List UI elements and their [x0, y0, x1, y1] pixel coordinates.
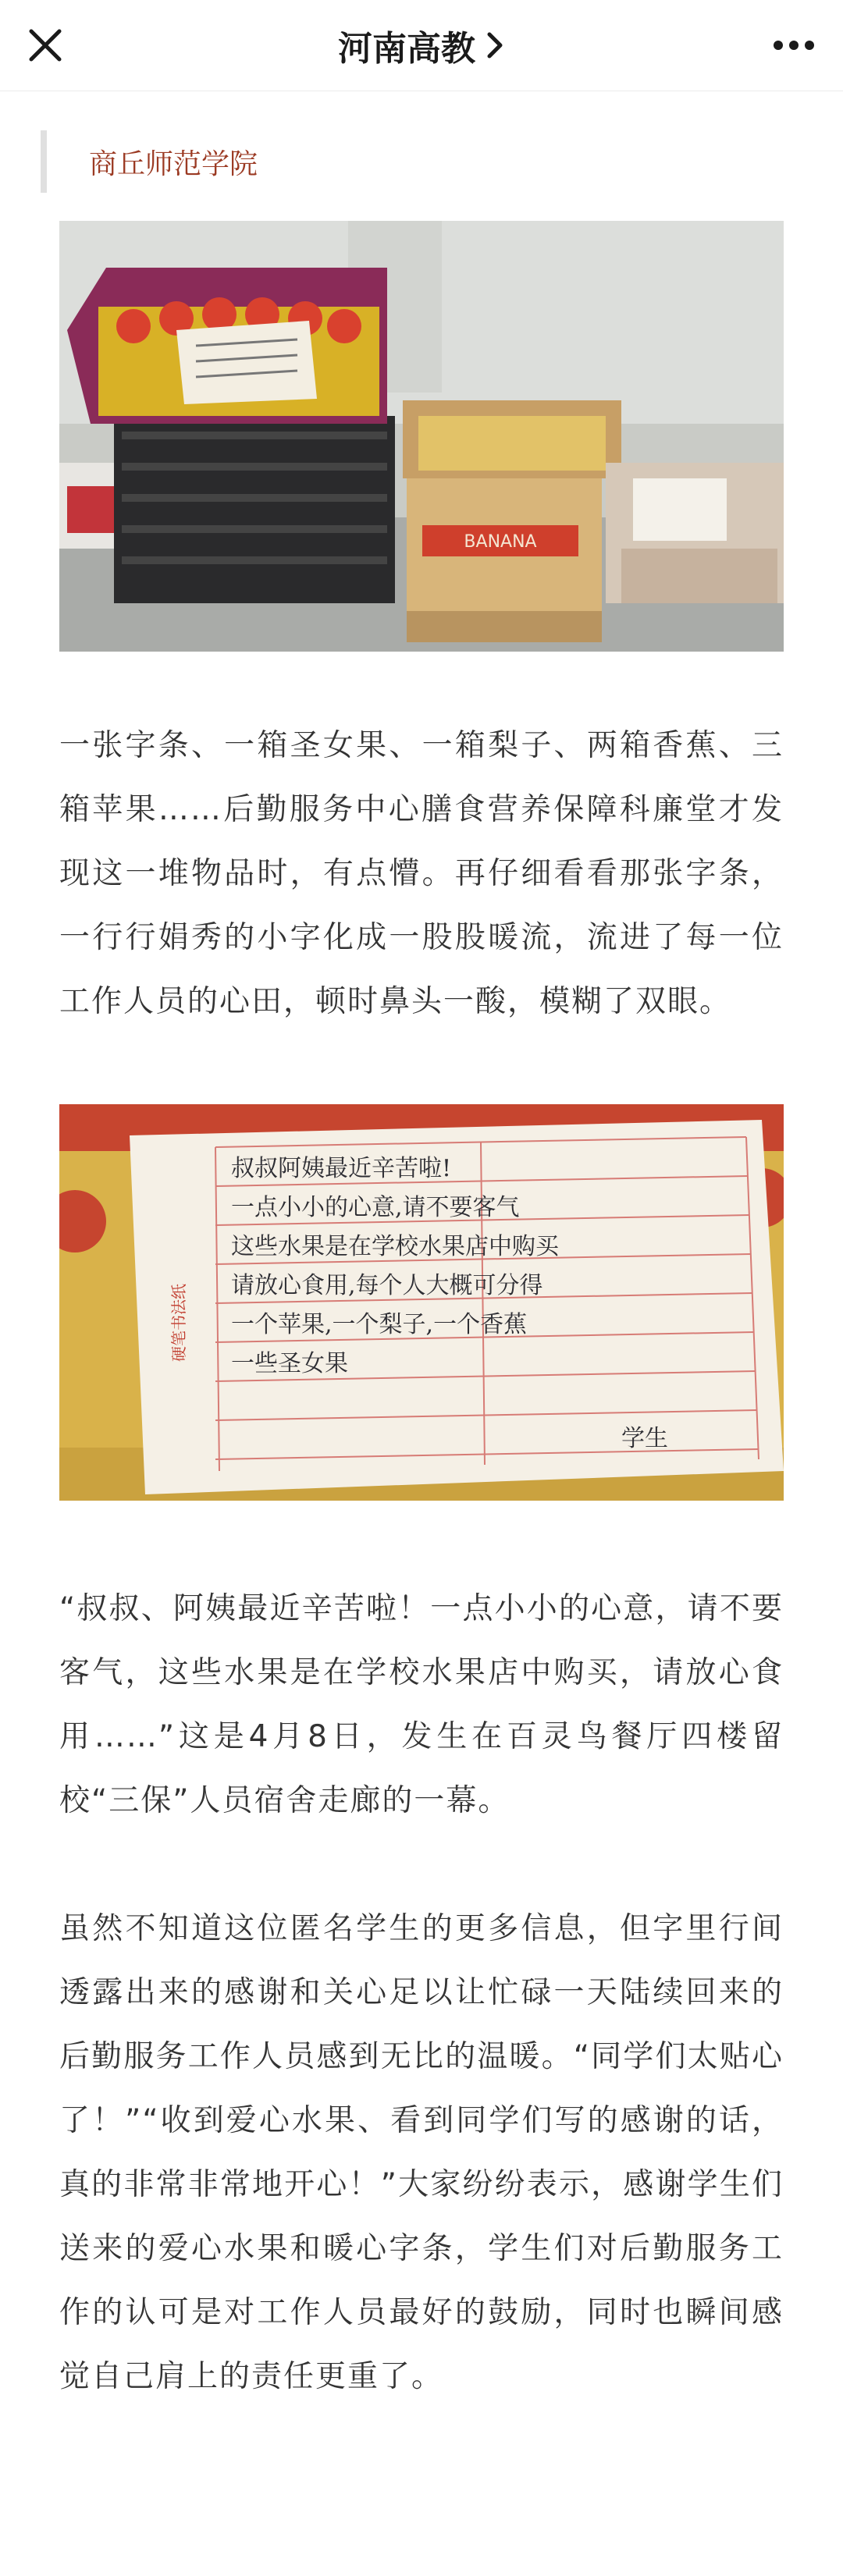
account-title[interactable]	[338, 20, 505, 70]
section-label: 商丘师范学院	[41, 130, 784, 193]
note-line-3: 这些水果是在学校水果店中购买	[231, 1233, 559, 1260]
handwritten-note-photo[interactable]	[59, 1104, 784, 1501]
paper-side-label: 硬笔书法纸	[169, 1284, 188, 1362]
note-line-4: 请放心食用,每个人大概可分得	[231, 1272, 543, 1299]
note-line-5: 一个苹果,一个梨子,一个香蕉	[231, 1311, 528, 1338]
account-name[interactable]: 河南高教	[338, 29, 475, 69]
article-body	[0, 130, 843, 2409]
note-signature: 学生	[621, 1425, 668, 1452]
note-line-2: 一点小小的心意,请不要客气	[231, 1194, 520, 1221]
top-bar	[0, 0, 843, 91]
chevron-right-icon	[485, 30, 505, 61]
note-line-1: 叔叔阿姨最近辛苦啦!	[231, 1155, 452, 1182]
box-label: BANANA	[464, 532, 537, 552]
fruit-boxes-photo[interactable]	[59, 221, 784, 652]
paragraph-3: 虽然不知道这位匿名学生的更多信息，但字里行间透露出来的感谢和关心足以让忙碌一天陆续回来的后勤服务工作人员感到无比的温暖。“同学们太贴心了！”“收到爱心水果、看到同学们写的感谢的话，真的非常非常地开心！”大家纷纷表示，感谢学生们送来的爱心水果和暖心字条，学生们对后勤服务工作的认可是对工作人员最好的鼓励，同时也瞬间感觉自己肩上的责任更重了。	[59, 1911, 784, 2394]
more-dots-icon	[770, 37, 817, 53]
paragraph-2: “叔叔、阿姨最近辛苦啦！一点小小的心意，请不要客气，这些水果是在学校水果店中购买，请放心食用……”这是4月8日，发生在百灵鸟餐厅四楼留校“三保”人员宿舍走廊的一幕。	[59, 1591, 784, 1818]
close-button[interactable]	[22, 22, 69, 69]
close-icon	[22, 22, 69, 69]
paragraph-1: 一张字条、一箱圣女果、一箱梨子、两箱香蕉、三箱苹果……后勤服务中心膳食营养保障科廉堂才发现这一堆物品时，有点懵。再仔细看看那张字条，一行行娟秀的小字化成一股股暖流，流进了每一位工作人员的心田，顿时鼻头一酸，模糊了双眼。	[59, 728, 784, 1019]
more-button[interactable]	[767, 22, 821, 69]
note-line-6: 一些圣女果	[231, 1350, 348, 1377]
